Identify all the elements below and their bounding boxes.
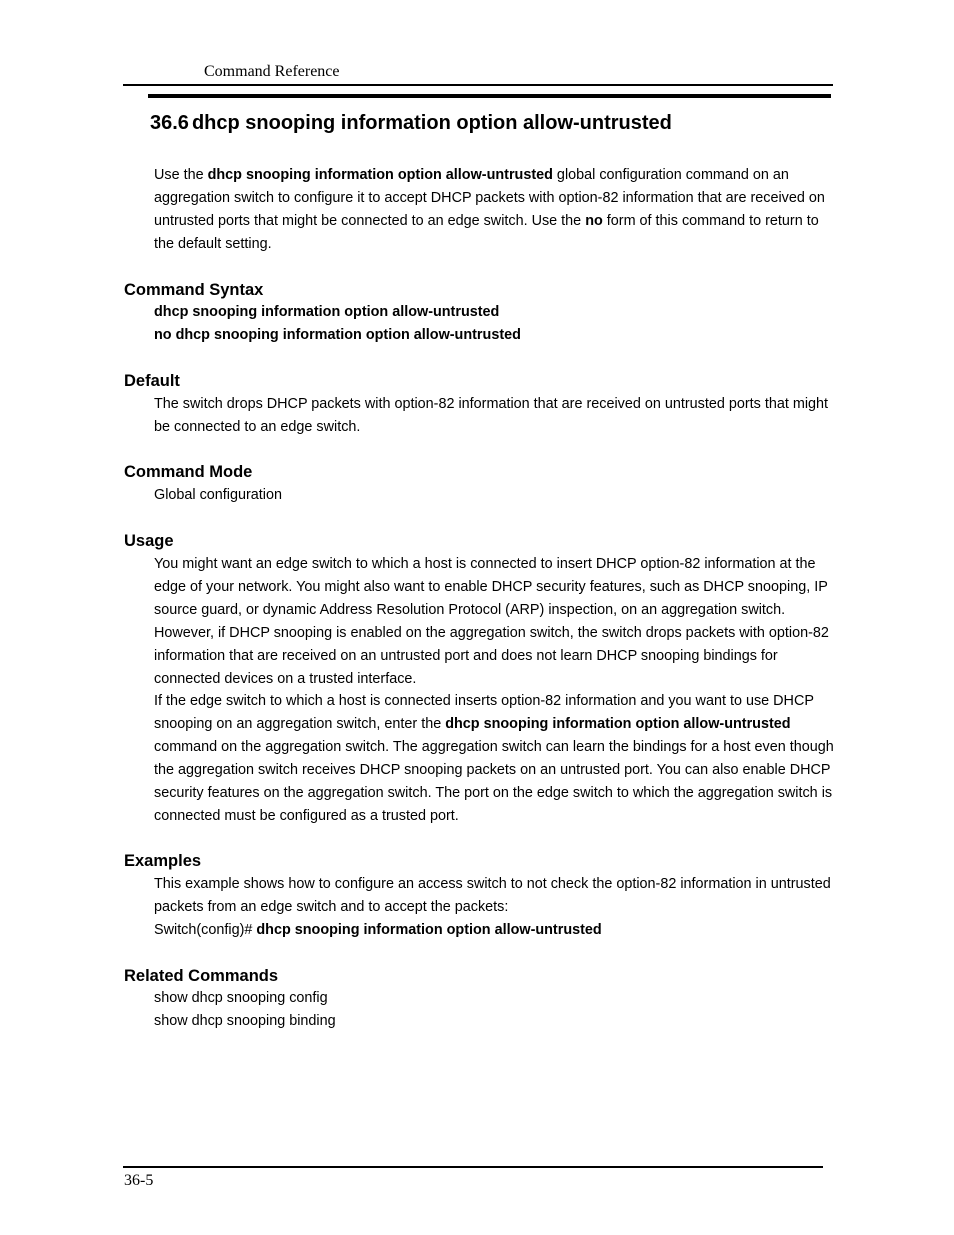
intro-text-c: global configuration command on an aggregation switch to configure it to accept DHCP packets with option-82 information that are received on untrusted ports that might be connected to an edge switch. Use the — [154, 167, 825, 229]
command-mode-heading: Command Mode — [124, 463, 253, 481]
section-title-text: dhcp snooping information option allow-untrusted — [191, 112, 672, 134]
related-command-item: show dhcp snooping binding — [154, 1012, 336, 1029]
usage-heading: Usage — [124, 532, 174, 550]
intro-no-keyword: no — [585, 212, 603, 229]
header-rule-thin — [123, 84, 833, 86]
usage-paragraph-2 — [154, 690, 834, 827]
usage-block — [154, 553, 834, 828]
footer-rule — [123, 1166, 823, 1168]
intro-command: dhcp snooping information option allow-untrusted — [207, 167, 553, 183]
intro-paragraph — [154, 164, 834, 256]
default-text: The switch drops DHCP packets with option-82 information that are received on untrusted ports that might be connected to an edge switch. — [154, 396, 829, 435]
example-prompt: Switch(config)# — [154, 921, 257, 938]
examples-heading: Examples — [124, 852, 202, 870]
syntax-line-no: no dhcp snooping information option allow-untrusted — [154, 326, 521, 343]
section-title — [150, 112, 672, 135]
section-number: 36.6 — [150, 112, 189, 134]
examples-text: This example shows how to configure an access switch to not check the option-82 information in untrusted packets from an edge switch and to accept the packets: — [154, 876, 831, 915]
header-rule-thick — [148, 94, 831, 98]
command-syntax-block — [154, 301, 834, 347]
page-number: 36-5 — [124, 1172, 154, 1189]
usage-command: dhcp snooping information option allow-untrusted — [445, 716, 791, 733]
intro-text-e: form of this command to return to the default setting. — [154, 212, 819, 252]
example-command-line — [154, 919, 834, 942]
related-commands-list — [154, 987, 834, 1033]
command-mode-block — [154, 484, 834, 507]
default-heading: Default — [124, 372, 180, 390]
running-header: Command Reference — [204, 63, 340, 80]
usage-paragraph-1: You might want an edge switch to which a host is connected to insert DHCP option-82 information at the edge of your network. You might also want to enable DHCP security features, such as DHCP snooping, IP source guard, or dynamic Address Resolution Protocol (ARP) inspection, on an aggregation switch. However, if DHCP snooping is enabled on the aggregation switch, the switch drops packets with option-82 information that are received on an untrusted port and does not learn DHCP snooping bindings for connected devices on a trusted interface. — [154, 556, 829, 687]
syntax-line: dhcp snooping information option allow-untrusted — [154, 304, 500, 320]
example-command: dhcp snooping information option allow-untrusted — [256, 921, 602, 938]
intro-text-a: Use the — [154, 167, 208, 183]
command-mode-text: Global configuration — [154, 487, 282, 503]
command-syntax-heading: Command Syntax — [124, 281, 264, 299]
related-command-item: show dhcp snooping config — [154, 990, 328, 1006]
default-block — [154, 393, 834, 439]
usage-text-a: If the edge switch to which a host is connected inserts option-82 information and you want to use DHCP snooping on an aggregation switch, enter the — [154, 693, 814, 733]
examples-block — [154, 873, 834, 942]
related-commands-heading: Related Commands — [124, 967, 279, 985]
usage-text-c: command on the aggregation switch. The aggregation switch can learn the bindings for a host even though the aggregation switch receives DHCP snooping packets on an untrusted port. You can also enable DHCP security features on the aggregation switch. The port on the edge switch to which the aggregation switch is connected must be configured as a trusted port. — [154, 739, 834, 824]
